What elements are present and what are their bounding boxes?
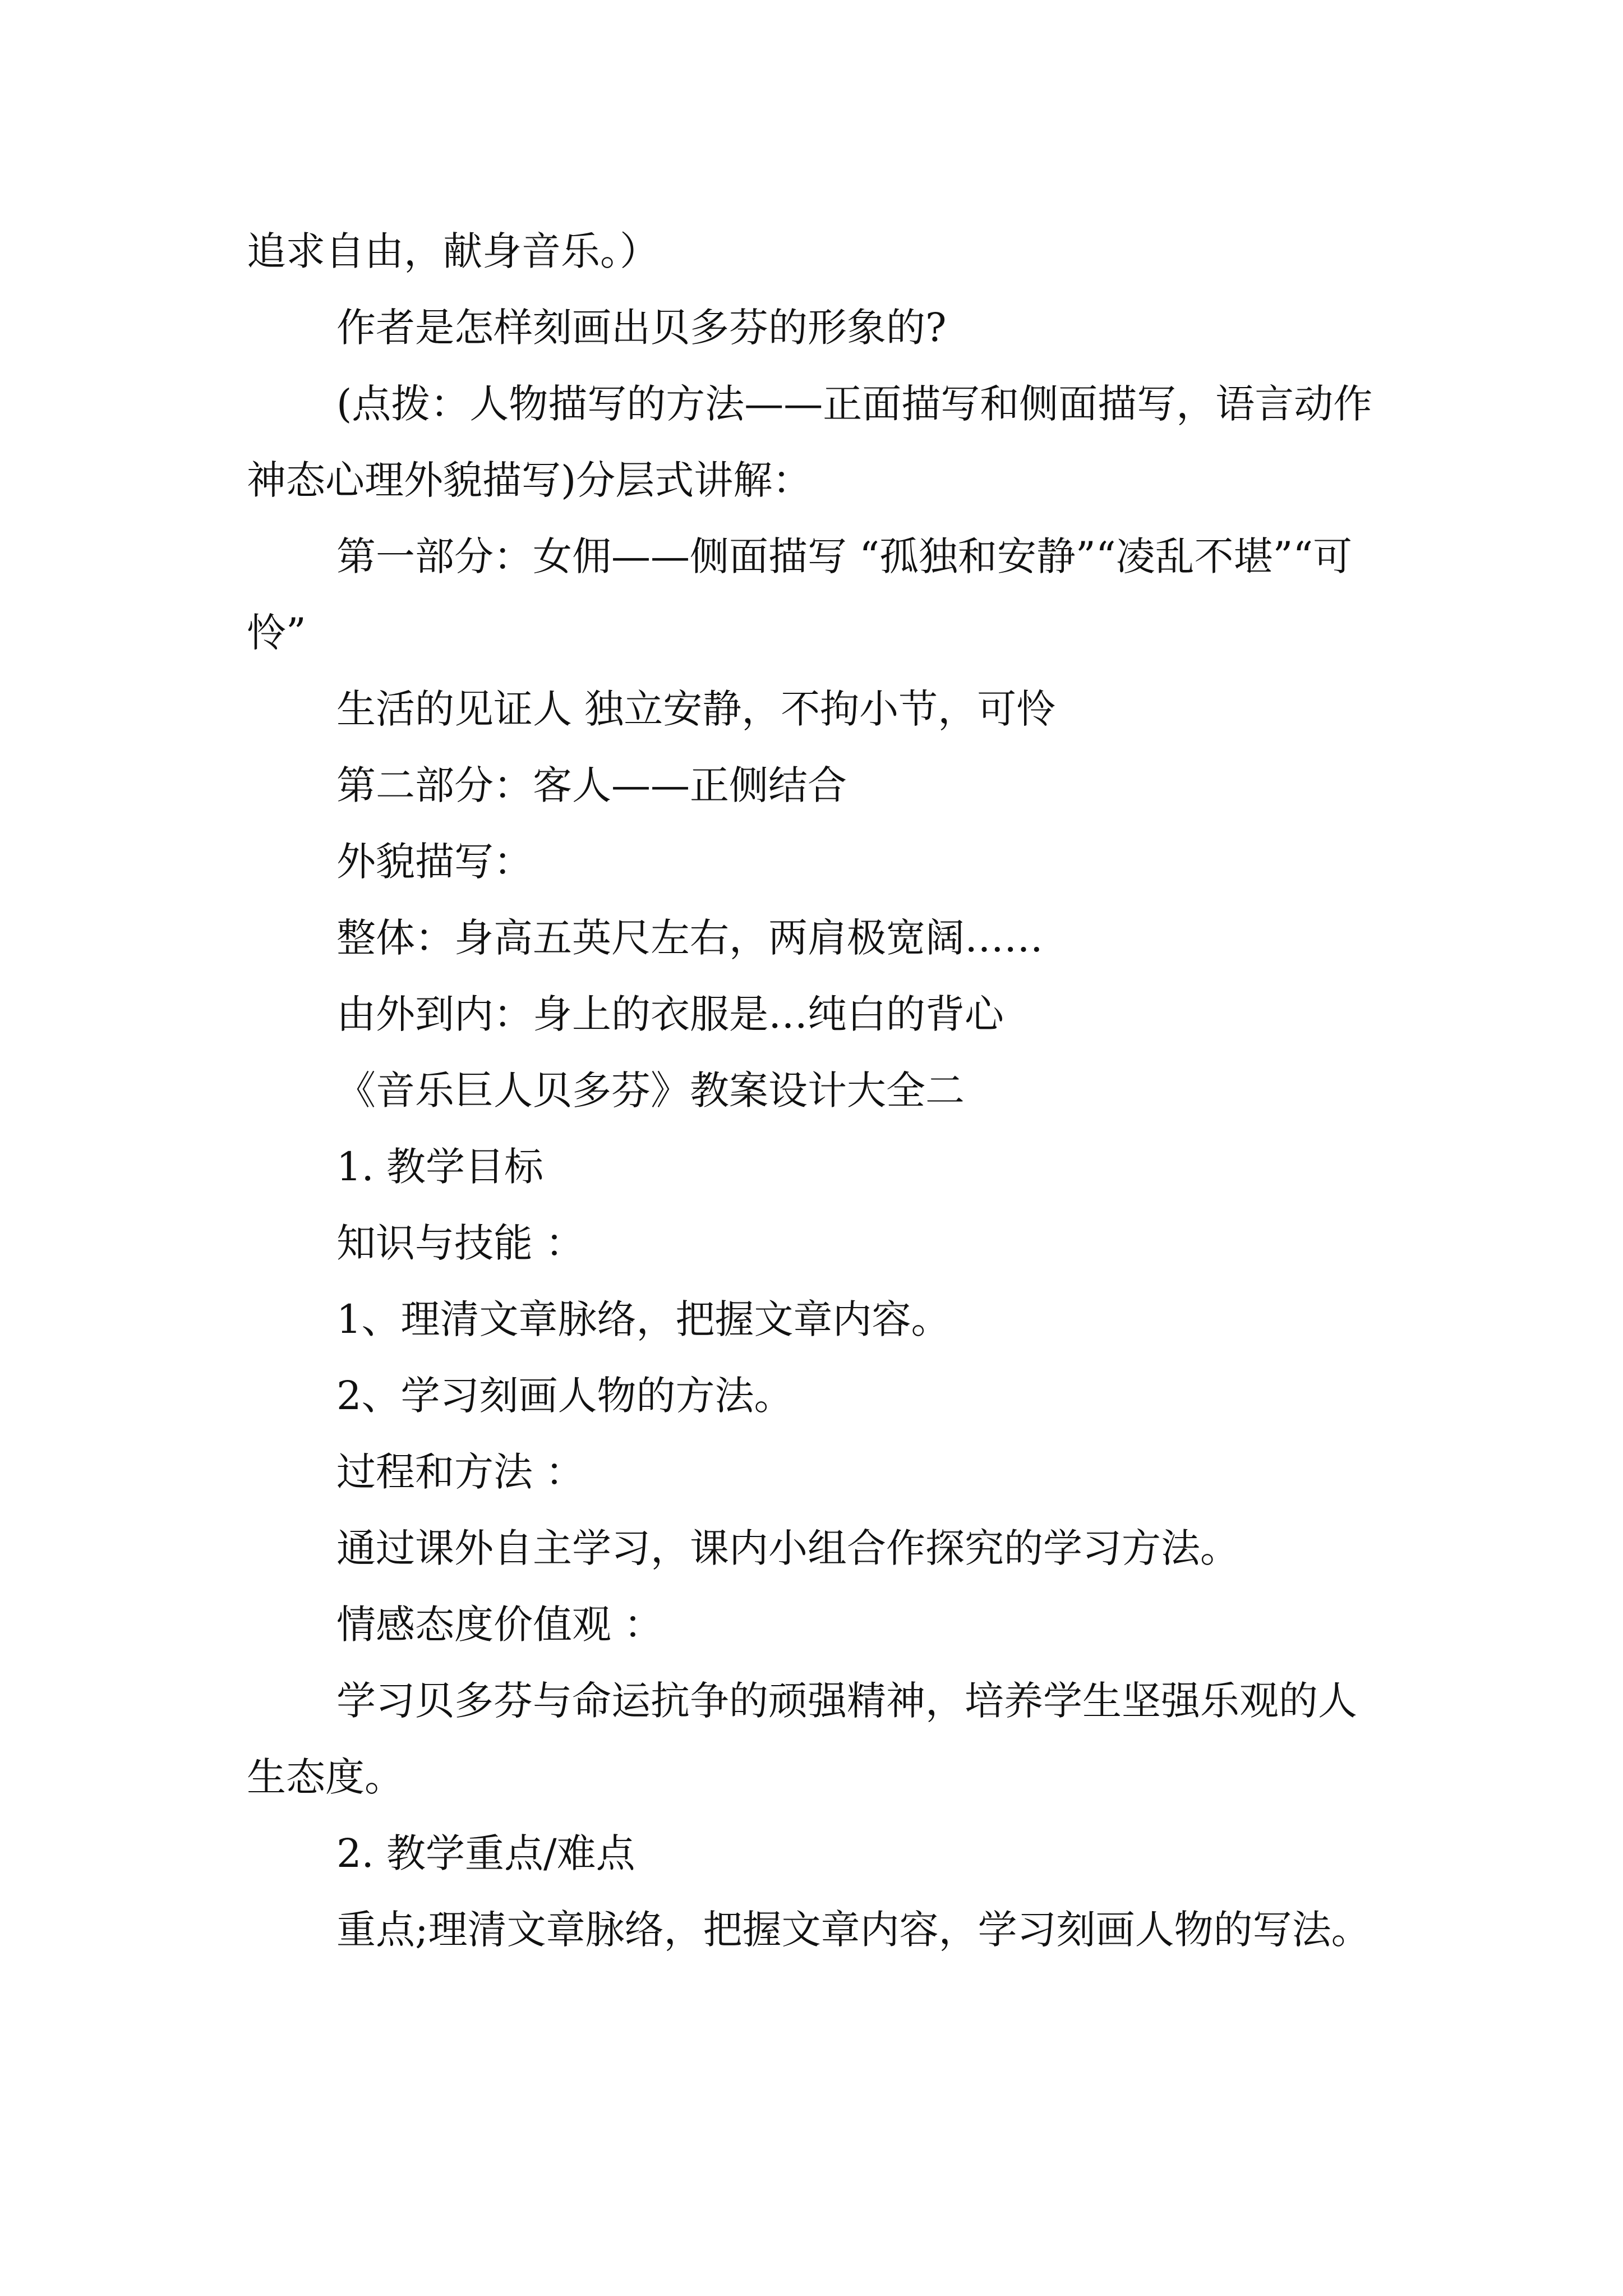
paragraph-line: 外貌描写： (336, 839, 533, 885)
paragraph-line: 通过课外自主学习，课内小组合作探究的学习方法。 (336, 1525, 1239, 1571)
heading-teaching-goals: 1. 教学目标 (336, 1144, 544, 1190)
document-body (247, 213, 1380, 1968)
paragraph-line: 生活的见证人 独立安静，不拘小节，可怜 (336, 686, 1056, 732)
paragraph-line: 学习贝多芬与命运抗争的顽强精神，培养学生坚强乐观的人生态度。 (247, 1678, 1357, 1800)
paragraph-line: 作者是怎样刻画出贝多芬的形象的? (336, 305, 947, 351)
paragraph-line: 第一部分：女佣——侧面描写 “孤独和安静”“凌乱不堪”“可怜” (247, 533, 1353, 656)
list-item: 1、理清文章脉络，把握文章内容。 (336, 1296, 951, 1342)
paragraph-line: 由外到内：身上的衣服是…纯白的背心 (336, 991, 1004, 1037)
paragraph-line: 重点;理清文章脉络，把握文章内容，学习刻画人物的写法。 (336, 1907, 1371, 1953)
paragraph-line: 追求自由，献身音乐。） (247, 228, 659, 274)
subheading-knowledge-skills: 知识与技能 ： (336, 1220, 585, 1266)
paragraph-line: (点拨：人物描写的方法——正面描写和侧面描写，语言动作神态心理外貌描写)分层式讲解： (247, 381, 1373, 503)
subheading-process-methods: 过程和方法 ： (336, 1449, 585, 1495)
paragraph-line: 第二部分：客人——正侧结合 (336, 762, 847, 808)
list-item: 2、学习刻画人物的方法。 (336, 1373, 794, 1419)
section-title: 《音乐巨人贝多芬》教案设计大全二 (336, 1068, 965, 1114)
heading-key-points: 2. 教学重点/难点 (336, 1830, 635, 1876)
paragraph-line: 整体：身高五英尺左右，两肩极宽阔…… (336, 915, 1043, 961)
subheading-values: 情感态度价值观 ： (336, 1602, 663, 1648)
